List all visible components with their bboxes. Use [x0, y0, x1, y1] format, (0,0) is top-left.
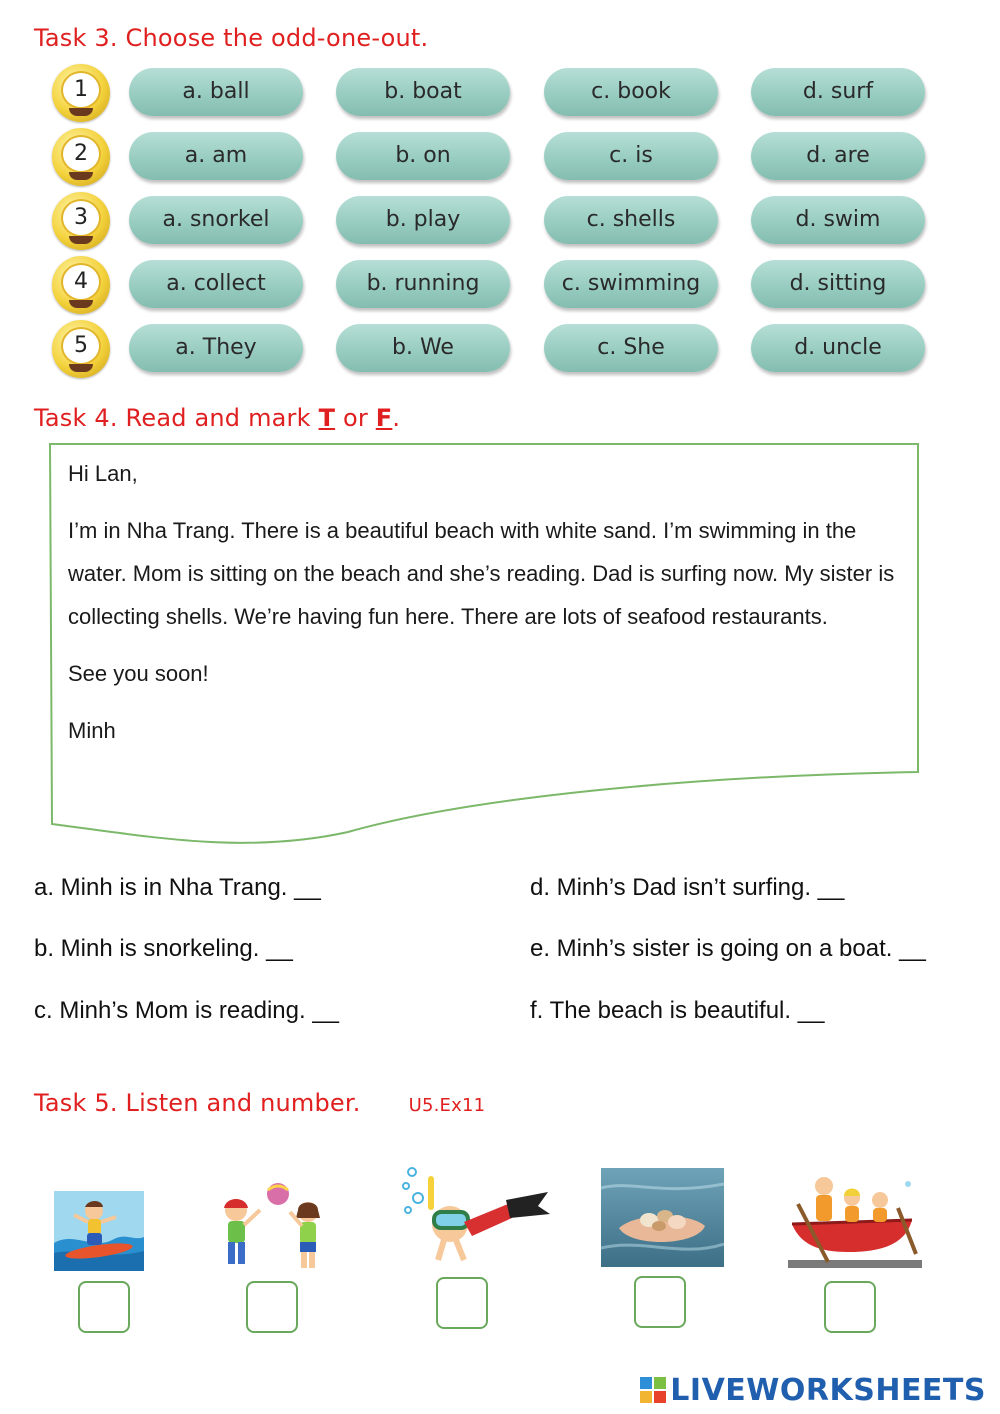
option-pill[interactable]: a. collect	[129, 260, 303, 308]
statement-b[interactable]: b. Minh is snorkeling. __	[34, 935, 293, 962]
answer-box[interactable]	[436, 1277, 488, 1329]
letter-body: I’m in Nha Trang. There is a beautiful beach with white sand. I’m swimming in the water. Mom is sitting on the beach and she’s reading. Dad is surfing now. My sister is collecting shells. We’re having fun here. There are lots of seafood restaurants.	[68, 518, 895, 629]
statement-d[interactable]: d. Minh’s Dad isn’t surfing. __	[530, 874, 845, 901]
statement-c[interactable]: c. Minh’s Mom is reading. __	[34, 997, 340, 1024]
task3-title: Task 3. Choose the odd-one-out.	[34, 24, 429, 52]
task3-row	[52, 192, 932, 250]
option-pill[interactable]: c. She	[544, 324, 718, 372]
statement-e[interactable]: e. Minh’s sister is going on a boat. __	[530, 935, 926, 962]
option-pill[interactable]: c. shells	[544, 196, 718, 244]
option-pill[interactable]: b. running	[336, 260, 510, 308]
answer-box[interactable]	[78, 1281, 130, 1333]
brand-text: LIVEWORKSHEETS	[670, 1372, 986, 1408]
liveworksheets-logo-icon	[640, 1377, 666, 1403]
option-pill[interactable]: c. swimming	[544, 260, 718, 308]
task3-row	[52, 128, 932, 186]
option-pill[interactable]: b. We	[336, 324, 510, 372]
snorkeling-boy-icon	[398, 1164, 554, 1266]
option-pill[interactable]: a. snorkel	[129, 196, 303, 244]
number-badge: 5	[52, 320, 110, 378]
option-pill[interactable]: c. is	[544, 132, 718, 180]
audio-code: U5.Ex11	[408, 1095, 486, 1116]
family-in-boat-icon	[788, 1164, 922, 1270]
number-badge: 3	[52, 192, 110, 250]
option-pill[interactable]: d. are	[751, 132, 925, 180]
option-pill[interactable]: a. They	[129, 324, 303, 372]
task3-row	[52, 64, 932, 122]
option-pill[interactable]: d. uncle	[751, 324, 925, 372]
statement-f[interactable]: f. The beach is beautiful. __	[530, 997, 825, 1024]
letter	[68, 452, 908, 752]
letter-signature: Minh	[68, 718, 116, 743]
liveworksheets-logo	[640, 1372, 986, 1408]
option-pill[interactable]: a. ball	[129, 68, 303, 116]
statement-a[interactable]: a. Minh is in Nha Trang. __	[34, 874, 321, 901]
number-badge: 4	[52, 256, 110, 314]
task3-row	[52, 256, 932, 314]
surfing-boy-icon	[54, 1191, 144, 1271]
answer-box[interactable]	[824, 1281, 876, 1333]
task5-title: Task 5. Listen and number. U5.Ex11	[34, 1089, 486, 1117]
letter-greeting: Hi Lan,	[68, 461, 138, 486]
option-pill[interactable]: d. surf	[751, 68, 925, 116]
option-pill[interactable]: b. play	[336, 196, 510, 244]
task4-title: Task 4. Read and mark T or F.	[34, 404, 401, 432]
option-pill[interactable]: c. book	[544, 68, 718, 116]
option-pill[interactable]: b. boat	[336, 68, 510, 116]
option-pill[interactable]: b. on	[336, 132, 510, 180]
answer-box[interactable]	[634, 1276, 686, 1328]
number-badge: 1	[52, 64, 110, 122]
option-pill[interactable]: a. am	[129, 132, 303, 180]
answer-box[interactable]	[246, 1281, 298, 1333]
task3-row	[52, 320, 932, 378]
hands-holding-shells-icon	[601, 1168, 724, 1267]
letter-closing: See you soon!	[68, 661, 209, 686]
option-pill[interactable]: d. sitting	[751, 260, 925, 308]
kids-playing-ball-icon	[212, 1178, 340, 1276]
option-pill[interactable]: d. swim	[751, 196, 925, 244]
number-badge: 2	[52, 128, 110, 186]
